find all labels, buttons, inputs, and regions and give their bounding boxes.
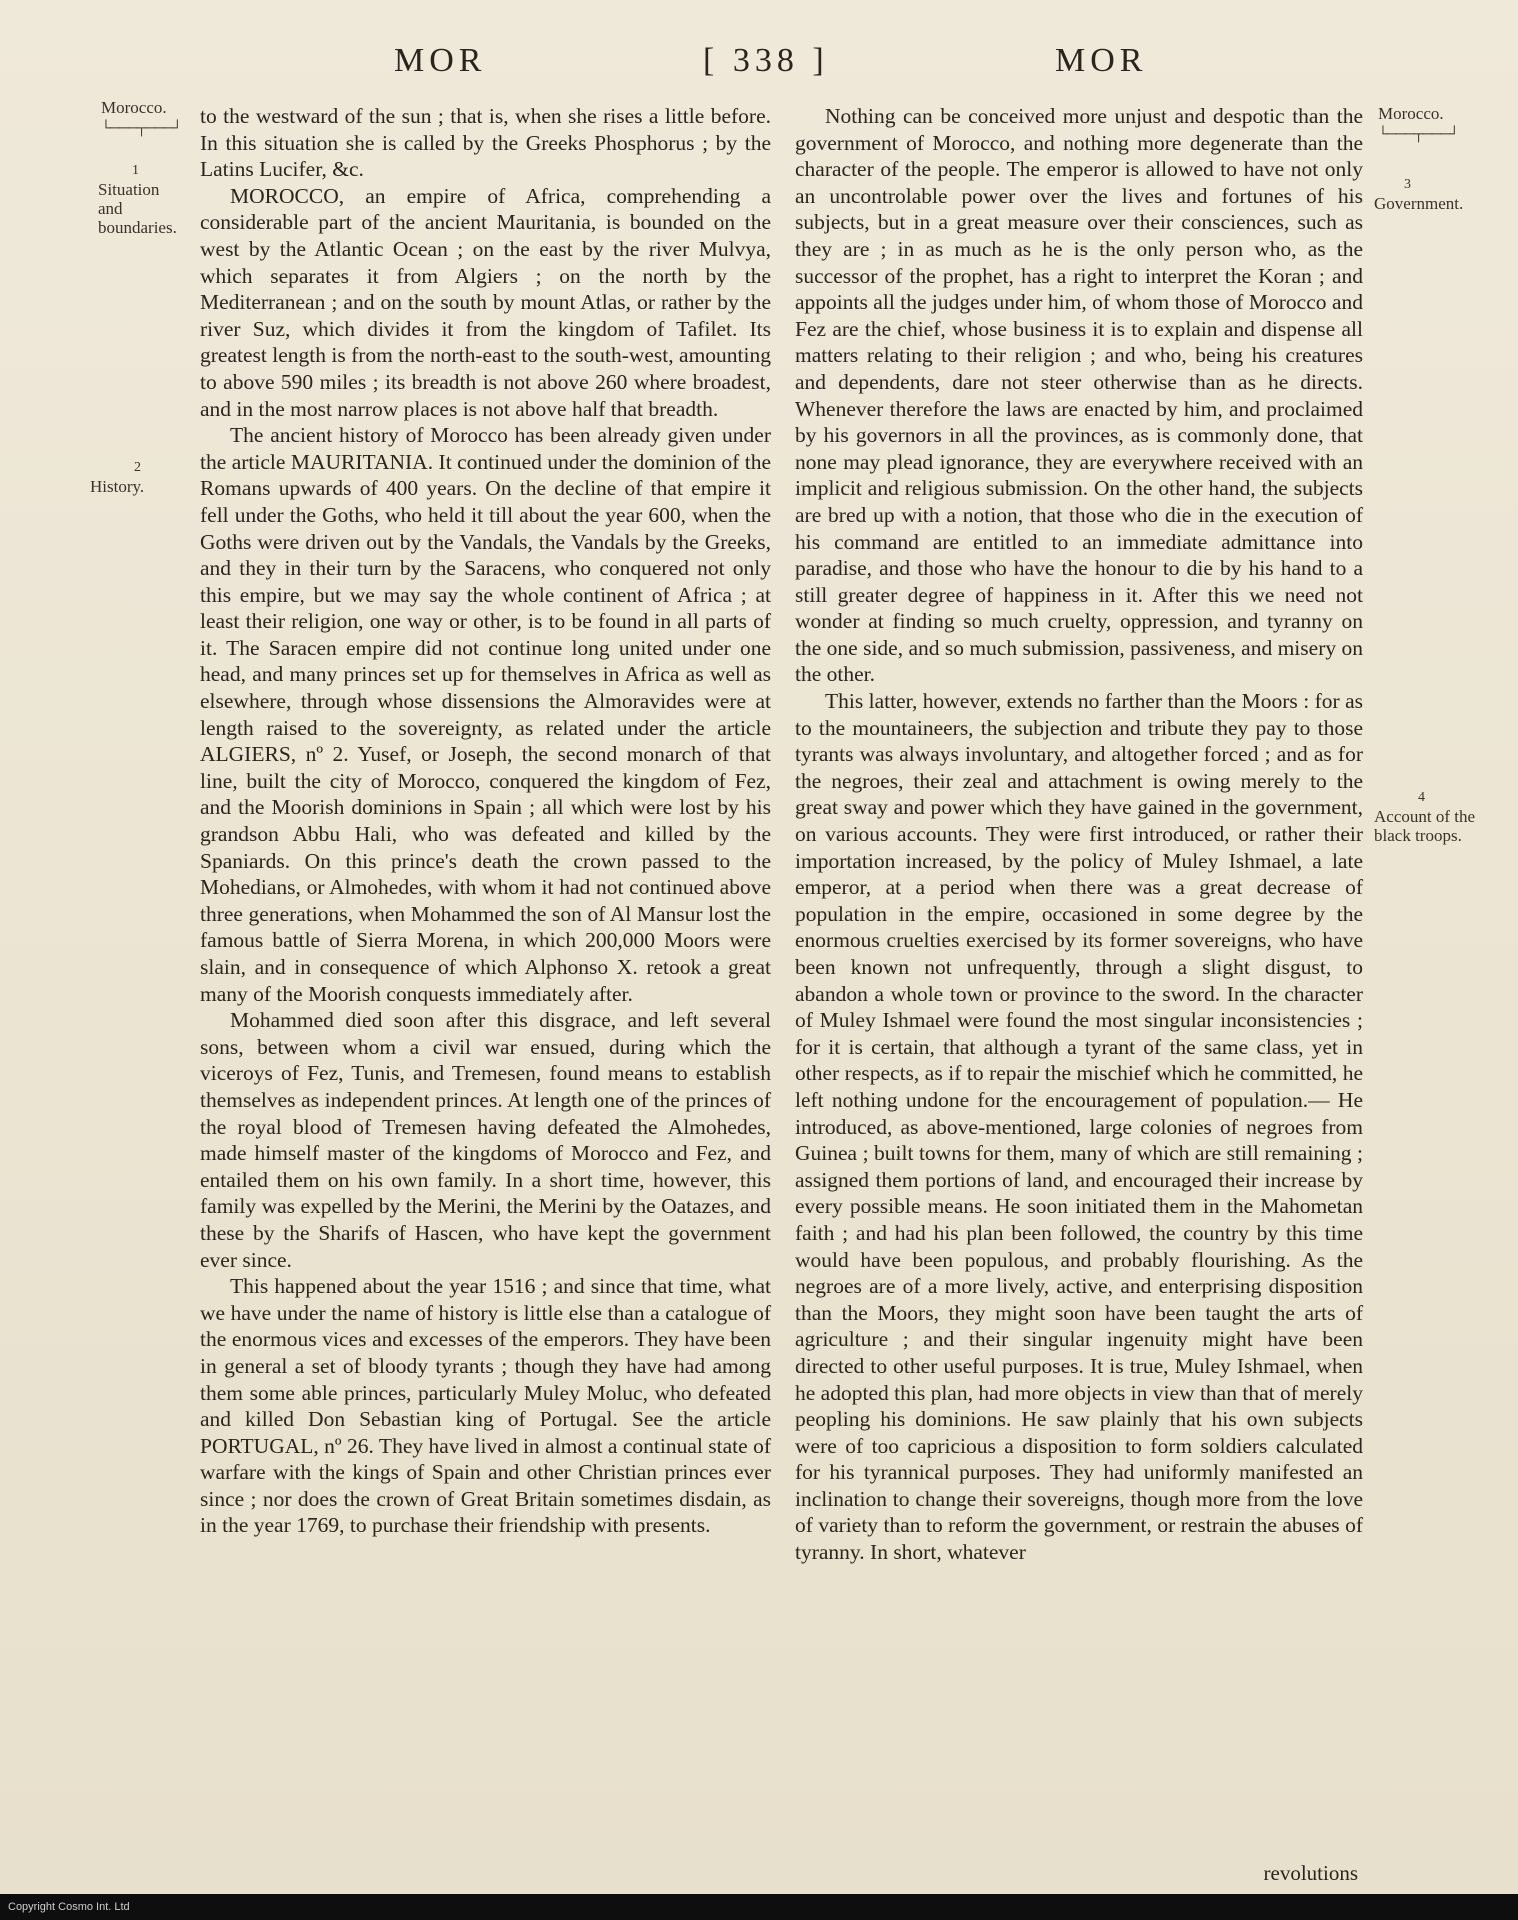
copyright-footer xyxy=(0,1894,1518,1920)
sidenote-situation xyxy=(98,161,178,237)
sidenote-account xyxy=(1374,788,1484,845)
sidenote-government xyxy=(1374,175,1464,213)
sidenote-morocco-left xyxy=(101,98,191,136)
brace-left: └───┬───┘ xyxy=(101,121,182,136)
sidenote-history-number: 2 xyxy=(134,460,141,475)
sidenote-account-label: Account of the black troops. xyxy=(1374,807,1476,845)
right-paragraph-1: Nothing can be conceived more unjust and despotic than the government of Morocco, and nothing more degenerate than the character of the people. The emperor is allowed to have not only an uncontrolable power over the lives and fortunes of his subjects, but in a great measure over their consciences, such as they are ; in as much as he is the only person who, as the successor of the prophet, has a right to interpret the Koran ; and appoints all the judges under him, of whom those of Morocco and Fez are the chief, whose business it is to explain and dispense all matters relating to their religion ; and who, being his creatures and dependents, dare not steer otherwise than as he directs. Whenever therefore the laws are enacted by him, and proclaimed by his governors in all the provinces, as is commonly done, that none may plead ignorance, they are everywhere received with an implicit and religious submission. On the other hand, the subjects are bred up with a notion, that those who die in the execution of his command are entitled to an immediate admittance into paradise, and those who have the honour to die by his hand to a still greater degree of happiness in it. After this we need not wonder at finding so much cruelty, oppression, and tyranny on the one side, and so much submission, passiveness, and misery on the other. xyxy=(795,104,1363,687)
right-paragraph-2: This latter, however, extends no farther than the Moors : for as to the mountaineers, the subjection and tribute they pay to those tyrants was always involuntary, and altogether forced ; and as for the negroes, their zeal and attachment is owing merely to the great sway and power which they have gained in the government, on various accounts. They were first introduced, or rather their importation increased, by the policy of Muley Ishmael, a late emperor, at a period when there was a great decrease of population in the empire, occasioned in some degree by the enormous cruelties exercised by its former sovereigns, who have been known not unfrequently, through a slight disgust, to abandon a whole town or province to the sword. In the character of Muley Ishmael were found the most singular inconsistencies ; for it is certain, that although a tyrant of the same class, yet in other respects, as if to repair the mischief which he committed, he left nothing undone for the encouragement of population.— He introduced, as above-mentioned, large colonies of negroes from Guinea ; built towns for them, many of which are still remaining ; assigned them portions of land, and encouraged their increase by every possible means. He soon initiated them in the Mahometan faith ; and had his plan been followed, the country by this time would have been populous, and probably flourishing. As the negroes are of a more lively, active, and enterprising disposition than the Moors, they might soon have been taught the arts of agriculture ; and their singular ingenuity might have been directed to other useful purposes. It is true, Muley Ishmael, when he adopted this plan, had more objects in view than that of merely peopling his dominions. He saw plainly that his own subjects were of too capricious a disposition to form soldiers calculated for his tyrannical purposes. They had uniformly manifested an inclination to change their sovereigns, though more from the love of variety than to reform the government, or restrain the abuses of tyranny. In short, whatever xyxy=(795,689,1363,1565)
running-header xyxy=(0,42,1518,92)
header-right: MOR xyxy=(1055,42,1148,79)
sidenote-morocco-right xyxy=(1378,104,1482,142)
catchword: revolutions xyxy=(1263,1861,1358,1885)
left-paragraph-3: The ancient history of Morocco has been already given under the article MAURITANIA. It continued under the dominion of the Romans upwards of 400 years. On the decline of that empire it fell under the Goths, who held it till about the year 600, when the Goths were driven out by the Vandals, the Vandals by the Greeks, and they in their turn by the Saracens, who conquered not only this empire, but we may say the whole continent of Africa ; at least their religion, one way or other, is to be found in all parts of it. The Saracen empire did not continue long united under one head, and many princes set up for themselves in Africa as well as elsewhere, through whose dissensions the Almoravides were at length raised to the sovereignty, as related under the article ALGIERS, nº 2. Yusef, or Joseph, the second monarch of that line, built the city of Morocco, conquered the kingdom of Fez, and the Moorish dominions in Spain ; all which were lost by his grandson Abbu Hali, who was defeated and killed by the Spaniards. On this prince's death the crown passed to the Mohedians, or Almohedes, with whom it had not continued above three generations, when Mohammed the son of Al Mansur lost the famous battle of Sierra Morena, in which 200,000 Moors were slain, and in consequence of which Alphonso X. retook a great many of the Moorish conquests immediately after. xyxy=(200,423,771,1006)
page-number: [ 338 ] xyxy=(703,42,829,79)
sidenote-morocco-right-label: Morocco. xyxy=(1378,104,1444,123)
right-column xyxy=(795,103,1363,1566)
sidenote-government-label: Government. xyxy=(1374,194,1464,213)
left-paragraph-4: Mohammed died soon after this disgrace, and left several sons, between whom a civil war ensued, during which the viceroys of Fez, Tunis, and Tremesen, found means to establish themselves as independent princes. At length one of the princes of the royal blood of Tremesen having defeated the Almohedes, made himself master of the kingdoms of Morocco and Fez, and entailed them on his own family. In a short time, however, this family was expelled by the Merini, the Merini by the Oatazes, and these by the Sharifs of Hascen, who have kept the government ever since. xyxy=(200,1008,771,1272)
sidenote-morocco-left-label: Morocco. xyxy=(101,98,167,117)
left-paragraph-2: MOROCCO, an empire of Africa, comprehending a considerable part of the ancient Mauritania, is bounded on the west by the Atlantic Ocean ; on the east by the river Mulvya, which separates it from Algiers ; on the north by the Mediterranean ; and on the south by mount Atlas, or rather by the river Suz, which divides it from the kingdom of Tafilet. Its greatest length is from the north-east to the south-west, amounting to above 590 miles ; its breadth is not above 260 where broadest, and in the most narrow places is not above half that breadth. xyxy=(200,183,771,421)
sidenote-government-number: 3 xyxy=(1404,177,1411,192)
copyright-text: Copyright Cosmo Int. Ltd xyxy=(8,1901,130,1913)
sidenote-situation-number: 1 xyxy=(132,163,139,178)
sidenote-situation-label: Situation and boundaries. xyxy=(98,180,177,237)
sidenote-history xyxy=(90,458,170,496)
sidenote-history-label: History. xyxy=(90,477,145,496)
left-paragraph-5: This happened about the year 1516 ; and since that time, what we have under the name of history is little else than a catalogue of the enormous vices and excesses of the emperors. They have been in general a set of bloody tyrants ; though they have had among them some able princes, particularly Muley Moluc, who defeated and killed Don Sebastian king of Portugal. See the article PORTUGAL, nº 26. They have lived in almost a continual state of warfare with the kings of Spain and other Christian princes ever since ; nor does the crown of Great Britain sometimes disdain, as in the year 1769, to purchase their friendship with presents. xyxy=(200,1274,771,1538)
left-column xyxy=(200,103,771,1539)
sidenote-account-number: 4 xyxy=(1418,790,1425,805)
brace-right: └───┬───┘ xyxy=(1378,127,1459,142)
header-left: MOR xyxy=(394,42,487,79)
left-paragraph-1: to the westward of the sun ; that is, when she rises a little before. In this situation she is called by the Greeks Phosphorus ; by the Latins Lucifer, &c. xyxy=(200,104,771,182)
